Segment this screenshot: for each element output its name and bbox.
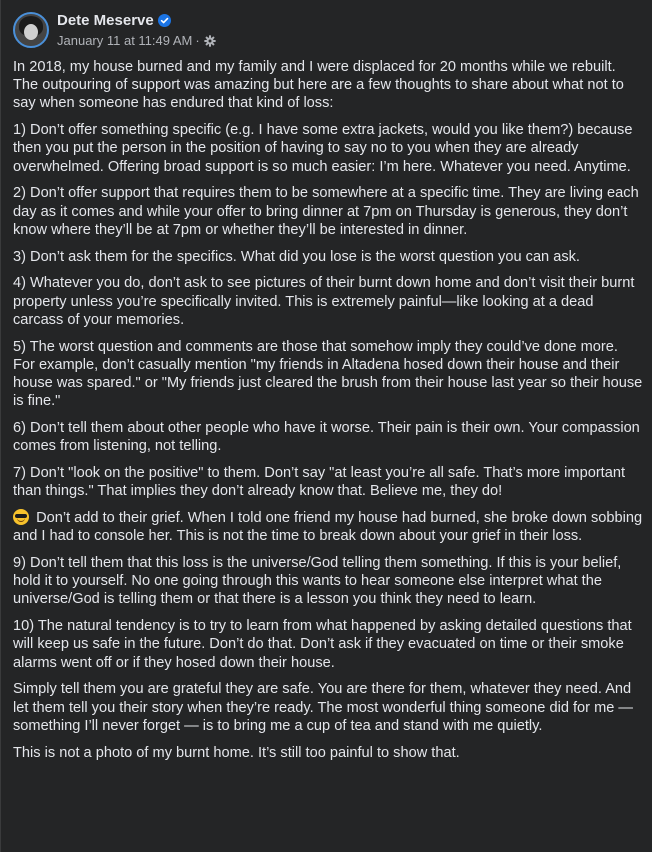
post-paragraph-text: Don’t add to their grief. When I told one friend my house had burned, she broke down sobbing and I had to console her. This is not the time to break down about your grief in their loss. [13,510,643,545]
post-body [13,58,643,770]
author-name[interactable]: Dete Meserve [57,11,154,29]
post-paragraph: 3) Don’t ask them for the specifics. What did you lose is the worst question you can ask. [13,248,580,265]
post-paragraph: 2) Don’t offer support that requires them to be somewhere at a specific time. They are living each day as it comes and while your offer to bring dinner at 7pm on Thursday is generous, they don’t know where they’ll be at 7pm or whether they’ll be interested in dinner. [13,185,639,238]
post-paragraph-emoji [13,509,643,545]
post-paragraph: 7) Don’t "look on the positive" to them. Don’t say "at least you’re all safe. That’s more important than things." That implies they don’t already know that. Believe me, they do! [13,465,626,500]
verified-badge-icon [158,14,171,27]
post-paragraph: 1) Don’t offer something specific (e.g. I have some extra jackets, would you like them?) because then you put the person in the position of having to say no to you when they are already overwhelmed. Offering broad support is so much easier: I’m here. Whatever you need. Anytime. [13,122,633,175]
post-paragraph: This is not a photo of my burnt home. It’s still too painful to show that. [13,744,460,761]
post-paragraph: 10) The natural tendency is to try to learn from what happened by asking detailed questions that will keep us safe in the future. Don’t do that. Don’t ask if they evacuated on time or their smoke alarms went off or if they hosed down their house. [13,618,632,671]
post-timestamp[interactable]: January 11 at 11:49 AM [57,32,193,48]
post-paragraph: 9) Don’t tell them that this loss is the universe/God telling them something. If this is your belief, hold it to yourself. No one going through this wants to hear someone else interpret what the universe/God is telling them or that there is a lesson you think they need to learn. [13,555,622,608]
gear-icon[interactable] [204,34,216,46]
post-paragraph: 5) The worst question and comments are those that somehow imply they could’ve done more. For example, don’t casually mention "my friends in Altadena hosed down their house and their house was spared." or "My friends just cleared the brush from their house last year so their house is fine." [13,338,643,410]
post-paragraph: 4) Whatever you do, don’t ask to see pictures of their burnt down home and don’t visit their burnt property unless you’re specifically invited. This is extremely painful—like looking at a dead carcass of your memories. [13,275,635,328]
author-avatar[interactable] [13,12,49,48]
author-row [57,11,216,29]
smiling-face-with-sunglasses-icon [13,509,29,525]
post-header [13,12,216,48]
post-meta [57,11,216,49]
post-paragraph: 6) Don’t tell them about other people who have it worse. Their pain is their own. Your compassion comes from listening, not telling. [13,420,640,455]
separator-dot: · [195,32,200,48]
avatar-face [24,24,38,40]
post-paragraph: In 2018, my house burned and my family and I were displaced for 20 months while we rebuilt. The outpouring of support was amazing but here are a few thoughts to share about what not to say when someone has endured that kind of loss: [13,59,624,112]
post-paragraph: Simply tell them you are grateful they are safe. You are there for them, whatever they need. And let them tell you their story when they’re ready. The most wonderful thing someone did for me — something I’ll never forget — is to bring me a cup of tea and stand with me quietly. [13,681,633,734]
post-subtitle-row [57,31,216,49]
